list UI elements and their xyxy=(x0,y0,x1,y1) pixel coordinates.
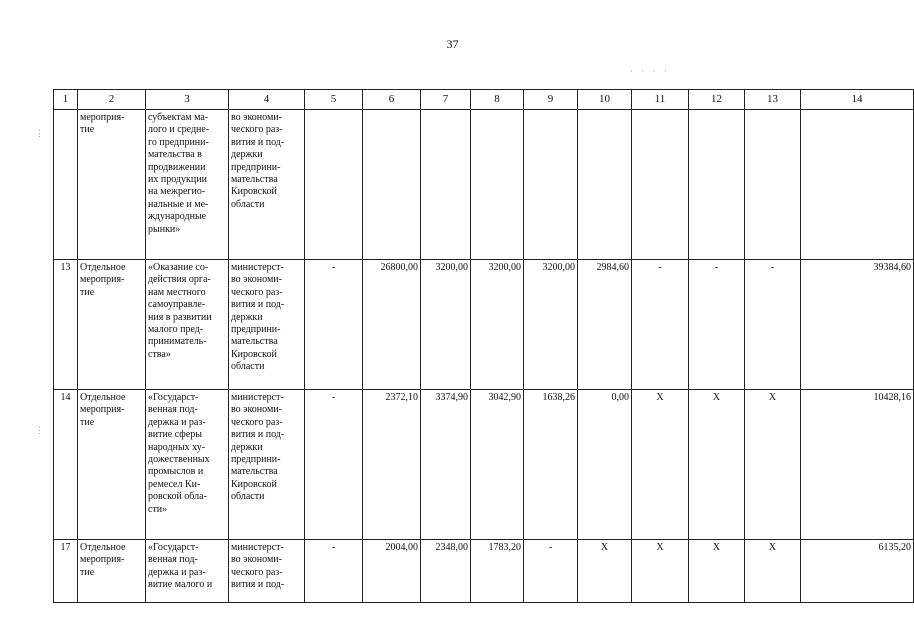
row-executor: министерст- во экономи- ческого раз- вития и под- держки предприни- мательства Кировской области xyxy=(229,390,305,540)
cell-col12: X xyxy=(689,540,745,603)
row-type: мероприя- тие xyxy=(78,110,146,260)
column-header: 9 xyxy=(524,90,578,110)
scan-artifact: · · · · xyxy=(630,66,670,76)
table-row xyxy=(54,260,914,390)
cell-col14: 6135,20 xyxy=(801,540,914,603)
cell-col9: - xyxy=(524,540,578,603)
row-type: Отдельное мероприя- тие xyxy=(78,390,146,540)
row-type: Отдельное мероприя- тие xyxy=(78,540,146,603)
cell-col7: 3374,90 xyxy=(421,390,471,540)
cell-col10: 2984,60 xyxy=(578,260,632,390)
cell-col11: X xyxy=(632,540,689,603)
page-number: 37 xyxy=(446,37,459,51)
column-header: 6 xyxy=(363,90,421,110)
cell-col12: X xyxy=(689,390,745,540)
cell-col13: - xyxy=(745,260,801,390)
row-number: 17 xyxy=(54,540,78,603)
cell-col14: 39384,60 xyxy=(801,260,914,390)
column-header: 2 xyxy=(78,90,146,110)
column-header: 1 xyxy=(54,90,78,110)
column-header: 7 xyxy=(421,90,471,110)
cell-col8: 1783,20 xyxy=(471,540,524,603)
column-header: 8 xyxy=(471,90,524,110)
cell-col12 xyxy=(689,110,745,260)
cell-col10: 0,00 xyxy=(578,390,632,540)
cell-col6 xyxy=(363,110,421,260)
cell-col9 xyxy=(524,110,578,260)
cell-col9: 1638,26 xyxy=(524,390,578,540)
cell-col8: 3042,90 xyxy=(471,390,524,540)
row-name: «Государст- венная под- держка и раз- витие сферы народных ху- дожественных промыслов и ремесел Ки- ровской обла- сти» xyxy=(146,390,229,540)
column-header: 3 xyxy=(146,90,229,110)
column-header: 4 xyxy=(229,90,305,110)
row-executor: министерст- во экономи- ческого раз- вития и под- xyxy=(229,540,305,603)
cell-col14 xyxy=(801,110,914,260)
cell-col7: 2348,00 xyxy=(421,540,471,603)
row-name: субъектам ма- лого и средне- го предприни- мательства в продвижении их продукции на межрегио- нальные и ме- ждународные рынки» xyxy=(146,110,229,260)
cell-col6: 2372,10 xyxy=(363,390,421,540)
row-number: 13 xyxy=(54,260,78,390)
program-table xyxy=(53,89,914,603)
table-row xyxy=(54,540,914,603)
row-executor: министерст- во экономи- ческого раз- вития и под- держки предприни- мательства Кировской области xyxy=(229,260,305,390)
cell-col7: 3200,00 xyxy=(421,260,471,390)
scan-artifact: ⋮ xyxy=(35,425,47,435)
cell-col6: 2004,00 xyxy=(363,540,421,603)
cell-col12: - xyxy=(689,260,745,390)
cell-col11: - xyxy=(632,260,689,390)
cell-col8 xyxy=(471,110,524,260)
row-number xyxy=(54,110,78,260)
column-header: 13 xyxy=(745,90,801,110)
column-header: 11 xyxy=(632,90,689,110)
table-row xyxy=(54,390,914,540)
cell-col10 xyxy=(578,110,632,260)
cell-col5: - xyxy=(305,390,363,540)
cell-col14: 10428,16 xyxy=(801,390,914,540)
column-header: 10 xyxy=(578,90,632,110)
row-name: «Государст- венная под- держка и раз- витие малого и xyxy=(146,540,229,603)
column-header: 14 xyxy=(801,90,914,110)
cell-col13: X xyxy=(745,540,801,603)
row-executor: во экономи- ческого раз- вития и под- держки предприни- мательства Кировской области xyxy=(229,110,305,260)
cell-col13 xyxy=(745,110,801,260)
cell-col7 xyxy=(421,110,471,260)
cell-col6: 26800,00 xyxy=(363,260,421,390)
cell-col11 xyxy=(632,110,689,260)
cell-col5: - xyxy=(305,540,363,603)
header-row xyxy=(54,90,914,110)
table-row xyxy=(54,110,914,260)
cell-col5 xyxy=(305,110,363,260)
column-header: 5 xyxy=(305,90,363,110)
cell-col9: 3200,00 xyxy=(524,260,578,390)
cell-col8: 3200,00 xyxy=(471,260,524,390)
cell-col5: - xyxy=(305,260,363,390)
cell-col11: X xyxy=(632,390,689,540)
cell-col13: X xyxy=(745,390,801,540)
row-number: 14 xyxy=(54,390,78,540)
cell-col10: X xyxy=(578,540,632,603)
row-name: «Оказание со- действия орга- нам местного самоуправле- ния в развитии малого пред- приниматель- ства» xyxy=(146,260,229,390)
row-type: Отдельное мероприя- тие xyxy=(78,260,146,390)
scan-artifact: ⋮ xyxy=(35,128,47,138)
column-header: 12 xyxy=(689,90,745,110)
